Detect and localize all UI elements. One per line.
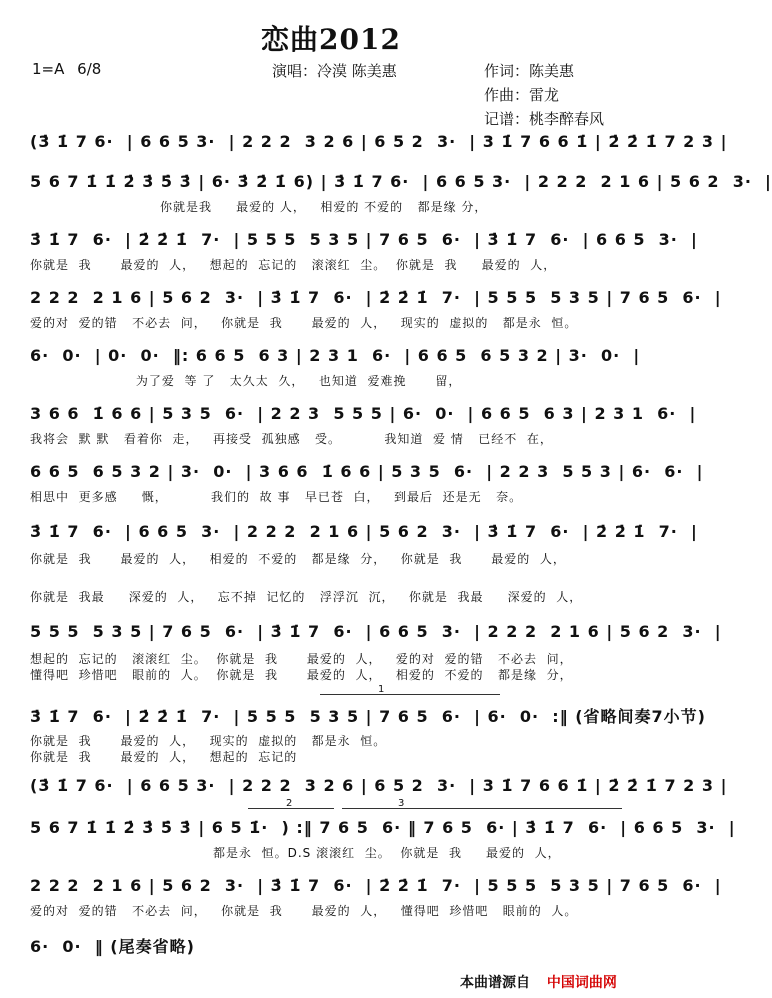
source-site: 中国词曲网 — [546, 975, 617, 991]
lyric-line-2: 你就是 我最 深爱的 人， 忘不掉 记忆的 浮浮沉 沉， 你就是 我最 深爱的 人， — [30, 590, 583, 604]
lyric-line: 你就是我 最爱的 人， 相爱的 不爱的 都是缘 分， — [30, 200, 488, 214]
notation-line: 6· 0· | 0· 0· ‖: 6 6 5 6 3 | 2 3 1 6· | 6 6 5 6 5 3 2 | 3· 0· | — [30, 346, 641, 365]
notation-line: 3̇ 1̇ 7 6· | 6 6 5 3· | 2 2 2 2 1 6 | 5 6 2 3· | 3̇ 1̇ 7 6· | 2̇ 2̇ 1̇ 7· | — [30, 522, 698, 541]
lyric-line: 爱的对 爱的错 不必去 问， 你就是 我 最爱的 人， 现实的 虚拟的 都是永 恒。 — [30, 316, 578, 330]
lyric-line-2: 你就是 我 最爱的 人， 想起的 忘记的 — [30, 750, 298, 764]
notation-line: 3̇ 1̇ 7 6· | 2̇ 2̇ 1̇ 7· | 5 5 5 5 3 5 | 7 6 5 6· | 6· 0· :‖ (省略间奏7小节) — [30, 707, 706, 726]
lyric-line: 你就是 我 最爱的 人， 想起的 忘记的 滚滚红 尘。 你就是 我 最爱的 人， — [30, 258, 557, 272]
lyric-line: 我将会 默 默 看着你 走， 再接受 孤独感 受。 我知道 爱 情 已经不 在， — [30, 432, 553, 446]
composer-credit: 作曲：雷龙 — [484, 86, 560, 104]
lyric-line: 你就是 我 最爱的 人， 现实的 虚拟的 都是永 恒。 — [30, 734, 387, 748]
notation-line: (3̇ 1̇ 7 6· | 6 6 5 3· | 2 2 2 3 2 6 | 6 5 2 3· | 3 1̇ 7 6 6 1̇ | 2̇ 2̇ 1̇ 7 2 3 | — [30, 132, 728, 151]
volta-number-2: 2 — [286, 798, 293, 809]
key-label: 1=A — [32, 60, 65, 78]
notation-line: 5 6 7 1̇ 1̇ 2̇ 3̇ 5̇ 3̇ | 6 5 1̇· ) :‖ 7 6 5 6· ‖ 7 6 5 6· | 3̇ 1̇ 7 6· | 6 6 5 3· | — [30, 818, 736, 837]
notation-line: 2 2 2 2 1 6 | 5 6 2 3· | 3̇ 1̇ 7 6· | 2̇ 2̇ 1̇ 7· | 5 5 5 5 3 5 | 7 6 5 6· | — [30, 288, 722, 307]
key-signature — [32, 60, 101, 78]
source-text: 本曲谱源自 — [460, 975, 530, 991]
notation-line: 5 6 7 1̇ 1̇ 2̇ 3̇ 5̇ 3̇ | 6· 3̇ 2̇ 1̇ 6) | 3̇ 1̇ 7 6· | 6 6 5 3· | 2 2 2 2 1 6 | 5 6 2 3· | — [30, 172, 772, 191]
source-footer — [460, 972, 617, 992]
notation-line: 6 6 5 6 5 3 2 | 3· 0· | 3 6 6 1̇ 6 6 | 5 3 5 6· | 2 2 3 5 5 3 | 6· 6· | — [30, 462, 704, 481]
lyric-line-2: 懂得吧 珍惜吧 眼前的 人。 你就是 我 最爱的 人， 相爱的 不爱的 都是缘 分， — [30, 668, 573, 682]
notation-line: 6· 0· ‖ (尾奏省略) — [30, 937, 195, 956]
notation-line: 3 6 6 1̇ 6 6 | 5 3 5 6· | 2 2 3 5 5 5 | 6· 0· | 6 6 5 6 3 | 2 3 1 6· | — [30, 404, 697, 423]
lyric-line: 都是永 恒。D.S 滚滚红 尘。 你就是 我 最爱的 人， — [30, 846, 561, 860]
volta-number-1: 1 — [378, 684, 385, 695]
notation-line: 3̇ 1̇ 7 6· | 2̇ 2̇ 1̇ 7· | 5 5 5 5 3 5 | 7 6 5 6· | 3̇ 1̇ 7 6· | 6 6 5 3· | — [30, 230, 698, 249]
volta-number-3: 3 — [398, 798, 405, 809]
volta-bracket-1 — [320, 694, 500, 695]
time-signature: 6/8 — [77, 60, 102, 78]
volta-bracket-3 — [342, 808, 622, 809]
song-title: 恋曲2012 — [261, 23, 401, 56]
lyricist-credit: 作词：陈美惠 — [484, 62, 575, 80]
lyric-line: 相思中 更多感 慨， 我们的 故 事 早已苍 白， 到最后 还是无 奈。 — [30, 490, 523, 504]
lyric-line: 想起的 忘记的 滚滚红 尘。 你就是 我 最爱的 人， 爱的对 爱的错 不必去 问， — [30, 652, 573, 666]
transcriber-credit: 记谱：桃李醉春风 — [484, 110, 605, 128]
lyric-line: 你就是 我 最爱的 人， 相爱的 不爱的 都是缘 分， 你就是 我 最爱的 人， — [30, 552, 566, 566]
singer-credit: 演唱：冷漠 陈美惠 — [272, 62, 397, 80]
notation-line: (3̇ 1̇ 7 6· | 6 6 5 3· | 2 2 2 3 2 6 | 6 5 2 3· | 3 1̇ 7 6 6 1̇ | 2̇ 2̇ 1̇ 7 2 3 | — [30, 776, 728, 795]
notation-line: 5 5 5 5 3 5 | 7 6 5 6· | 3̇ 1̇ 7 6· | 6 6 5 3· | 2 2 2 2 1 6 | 5 6 2 3· | — [30, 622, 722, 641]
lyric-line: 为了爱 等 了 太久太 久， 也知道 爱难挽 留， — [30, 374, 462, 388]
notation-line: 2 2 2 2 1 6 | 5 6 2 3· | 3̇ 1̇ 7 6· | 2̇ 2̇ 1̇ 7· | 5 5 5 5 3 5 | 7 6 5 6· | — [30, 876, 722, 895]
lyric-line: 爱的对 爱的错 不必去 问， 你就是 我 最爱的 人， 懂得吧 珍惜吧 眼前的 人。 — [30, 904, 578, 918]
